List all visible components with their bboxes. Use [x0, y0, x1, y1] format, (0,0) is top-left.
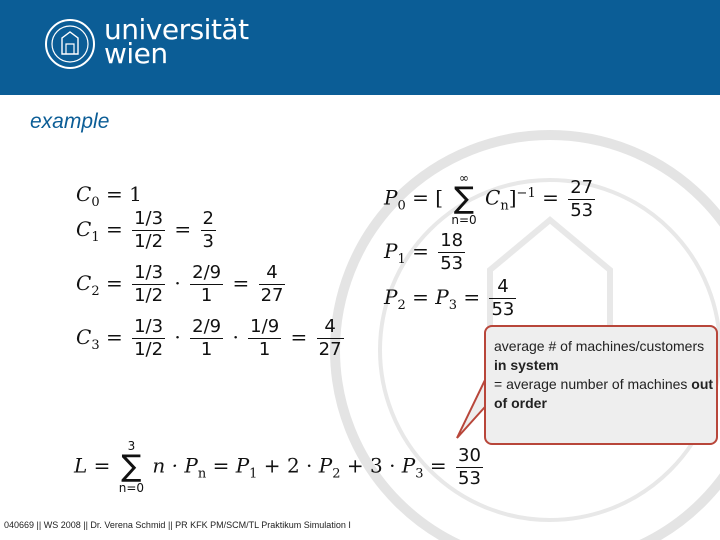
L-c3: 3: [369, 453, 383, 478]
c2-frac-1: [132, 262, 165, 307]
p0-num: 27: [570, 176, 594, 198]
p0-term: C: [485, 185, 501, 210]
equation-L: L = 3 ∑ n=0 $n \cdot P_n = P_1 + 2 \cdot P_2 + 3 \cdot P_3$ = $\frac{30}{53}$: [74, 439, 481, 495]
callout-line2: = average number of machines: [494, 376, 692, 392]
c3-f3-num: 1/9: [250, 316, 280, 337]
c3-f1-num: 1/3: [134, 316, 164, 337]
L-p1: P: [235, 453, 250, 478]
c3-lhs: C: [76, 325, 92, 349]
p0-den: 53: [570, 199, 594, 221]
p0-sum-top: ∞: [459, 171, 470, 185]
c3-f1-den: 1/2: [134, 339, 164, 360]
c2-f2-den: 1: [200, 285, 213, 306]
p2-sub: 2: [397, 298, 406, 313]
c3-frac-1: [132, 316, 165, 361]
equation-c2: $C_2$ = $\frac{1/3}{1/2}$ · $\frac{2/9}{1}$ = $\frac{4}{27}$: [76, 262, 284, 306]
c2-f3-den: 27: [260, 285, 284, 306]
p0-sum: ∞ ∑ n=0: [451, 171, 477, 227]
equation-c3: $C_3$ = $\frac{1/3}{1/2}$ · $\frac{2/9}{1}$ · $\frac{1/9}{1}$ = $\frac{4}{27}$: [76, 316, 342, 360]
header-bar: [0, 0, 720, 95]
c2-sub: 2: [91, 284, 100, 299]
L-c2: 2: [286, 453, 300, 478]
p0-lhs: P: [384, 185, 398, 210]
c3-sub: 3: [91, 338, 100, 353]
c2-frac-3: [259, 262, 286, 307]
p0-exp: −1: [516, 185, 536, 201]
p23-num: 4: [489, 276, 516, 299]
p1-den: 53: [440, 253, 464, 274]
logo-line-1: universität: [104, 13, 249, 46]
c1-sub: 1: [91, 230, 100, 245]
c1-frac-1: [132, 208, 165, 253]
c3-frac-3: [248, 316, 281, 361]
callout-line1-bold: in system: [494, 357, 559, 373]
c2-f1-den: 1/2: [134, 285, 164, 306]
c1-f2-den: 3: [202, 231, 214, 252]
c3-frac-2: [190, 316, 223, 361]
L-term-sub: n: [197, 466, 207, 482]
L-sum-top: 3: [127, 439, 136, 453]
c1-frac-2: [201, 208, 216, 253]
L-p2: P: [318, 453, 333, 478]
p23-den: 53: [491, 299, 515, 320]
L-p3-sub: 3: [415, 466, 424, 482]
p0-frac: [568, 177, 595, 222]
c2-f1-num: 1/3: [134, 262, 164, 283]
L-sum: 3 ∑ n=0: [118, 439, 145, 495]
equation-p1: $P_1$ = $\frac{18}{53}$: [384, 230, 464, 274]
c1-lhs: C: [76, 217, 92, 241]
c3-f4-num: 4: [317, 316, 344, 339]
logo-line-2: wien: [104, 37, 168, 70]
p1-sub: 1: [397, 252, 406, 267]
c2-lhs: C: [76, 271, 92, 295]
L-p3: P: [401, 453, 416, 478]
L-p2-sub: 2: [332, 466, 341, 482]
equation-c0: $C_0 = 1$: [76, 182, 142, 210]
c2-f3-num: 4: [259, 262, 286, 285]
c0-rhs: 1: [129, 182, 142, 206]
callout-line2-bold: out of order: [494, 376, 714, 411]
L-sum-bottom: n=0: [118, 481, 145, 495]
equation-c1: $C_1$ = $\frac{1/3}{1/2}$ = $\frac{2}{3}$: [76, 208, 214, 252]
p3-lhs: P: [435, 285, 449, 309]
L-num: 30: [458, 444, 481, 466]
c3-f2-den: 1: [200, 339, 213, 360]
c1-f2-num: 2: [202, 208, 214, 229]
c3-f3-den: 1: [258, 339, 271, 360]
p2-lhs: P: [384, 285, 398, 309]
c1-f1-num: 1/3: [134, 208, 164, 229]
c0-sub: 0: [91, 195, 100, 210]
p0-term-sub: n: [500, 198, 509, 214]
c3-frac-4: [317, 316, 344, 361]
callout-line1: average # of machines/customers: [494, 338, 705, 354]
c0-lhs: C: [76, 182, 92, 206]
L-den: 53: [458, 467, 481, 489]
L-p1-sub: 1: [249, 466, 258, 482]
university-seal-icon: [44, 18, 96, 70]
L-term: n · P: [152, 453, 198, 478]
c3-f2-num: 2/9: [192, 316, 222, 337]
L-lhs: L: [74, 453, 88, 478]
c2-frac-2: [190, 262, 223, 307]
p1-frac: [438, 230, 465, 275]
university-logo[interactable]: [104, 13, 249, 70]
callout-text: [494, 337, 714, 413]
equation-p2-p3: $P_2 = P_3$ = $\frac{4}{53}$: [384, 276, 515, 320]
L-frac: [456, 445, 483, 490]
c1-f1-den: 1/2: [134, 231, 164, 252]
equation-p0: $P_0$ = [ ∞ ∑ n=0 $C_n]^{-1}$ = $\frac{27}{53}$: [384, 171, 594, 227]
slide-title: example: [30, 110, 110, 133]
c2-f2-num: 2/9: [192, 262, 222, 283]
footer-text: 040669 || WS 2008 || Dr. Verena Schmid || PR KFK PM/SCM/TL Praktikum Simulation I: [4, 520, 351, 530]
p1-num: 18: [440, 230, 464, 251]
p0-sum-bottom: n=0: [451, 213, 477, 227]
p1-lhs: P: [384, 239, 398, 263]
p23-frac: [489, 276, 516, 321]
p0-sub: 0: [397, 198, 406, 214]
p3-sub: 3: [448, 298, 457, 313]
c3-f4-den: 27: [318, 339, 342, 360]
